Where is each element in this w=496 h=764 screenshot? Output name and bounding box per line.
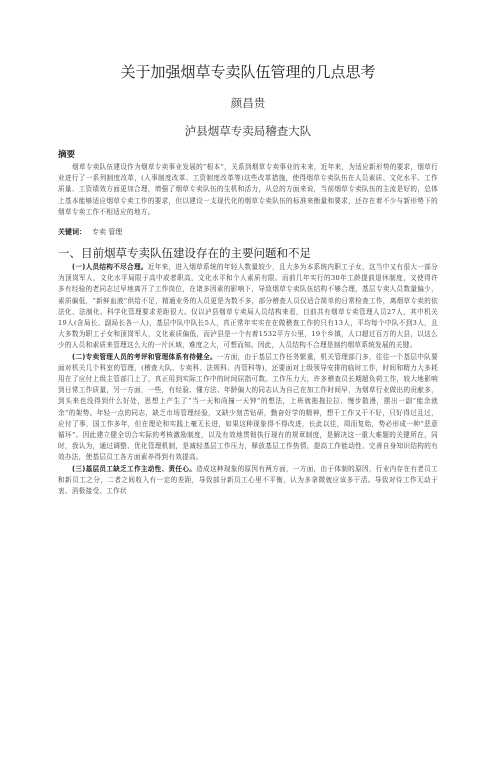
keywords-line <box>58 227 438 238</box>
author-affiliation: 泸县烟草专卖局稽查大队 <box>184 124 312 138</box>
document-page <box>0 62 496 764</box>
section-heading: 一、目前烟草专卖队伍建设存在的主要问题和不足 <box>58 246 311 261</box>
author-name: 颜昌贵 <box>230 96 266 110</box>
abstract-text: 烟草专卖队伍建设作为烟草专卖事业发展的“根本”，关系到烟草专卖事业的未来，近年来，为适应新形势的要求，烟草行业进行了一系列制度改革，(人事制度改革、工资制度改革等)这些改革措施，使得烟草专卖队伍在人员素质、文化水平、工作质量、工资绩效方面更加合理，增强了烟草专卖队伍的生机和活力，从总的方面来说，当前烟草专卖队伍的主流是好的，总体上基本能够适应烟草专卖工作的要求，但以建设一支现代化的烟草专卖队伍的标准来衡量和要求，还存在着不少与新形势下的烟草专卖工作不相适应的地方。 <box>58 163 438 216</box>
paragraph-3 <box>58 464 438 498</box>
keywords-label: 关键词： <box>58 228 86 237</box>
paragraph-2 <box>58 352 438 464</box>
paragraph-2-text: 一方面，由于基层工作任务繁重，机关管理部门多，往往一个基层中队要面对机关几个科室的管理，(稽查大队、专卖科、法规科、内管科等)，还要面对上级领导安排的临时工作，时间和精力大多耗用在了应付上级主管部门上了，真正用到实际工作中的时间屈指可数。工作压力大，许多稽查员长期超负荷工作，较大地影响到日常工作质量，另一方面，一些，有经验、懂方法、年龄偏大的同志认为自己在加工作时间早，为烟草行业做出的贡献多，到头来也没得到什么好处，思想上产生了“当一天和尚撞一天钟”的想法，上班就拖拖拉拉、慢步散漫，摆出一副“能余就余”的架势。年轻一点的同志，缺乏市场管理经验，又缺少刻苦钻研，勤奋好学的精神，想干工作又干不好，只好得过且过，应付了事，国工作多年，但在理论和实践上毫无长进，如果这种现象得不得改进，长此以往，周而复始，势必形成一种“恶意循环”。因此建立健全切合实际的考核激励制度，以及有效地贯彻执行现有的规章制度，是解决这一重大难题的关键所在，同时，我认为，通过调整、优化管理机制，是减轻基层工作压力，释放基层工作热情，提高工作能动性、完善自身知识结构的有效办法，使基层员工各方面素养得到有效提高。 <box>58 352 438 462</box>
keywords-value: 专卖 管理 <box>92 228 123 237</box>
paragraph-1-title: (一)人员结构不尽合理。 <box>72 263 148 272</box>
abstract-heading: 摘要 <box>58 150 76 160</box>
paragraph-3-title: (三)基层员工缺乏工作主动性、责任心。 <box>72 464 197 473</box>
paragraph-1-text: 近年来，进入烟草系统的年轻人数量较少，且大多为本系统内职工子女，这当中又有很大一部分为顶岗军人，文化水平局限于高中或者职高，文化水平和个人素质有限。而前几年实行的30年工龄提前退休制度，又使得许多有经验的老同志过早地离开了工作岗位，在诸多因素的影响下，导致烟草专卖队伍结构不够合理，基层专卖人员数量偏少，素质偏低，“新鲜血液”供给不足，精通业务的人员更是为数不多，部分稽查人员仅适合简单的日常检查工作，离烟草专卖的依法化、法制化、科学化管理要求差距很大。仅以泸县烟草专卖局人员结构来看，目前共有烟草专卖管理人员27人，其中机关19人(含局长、副局长各一人)，基层中队中队长5人，真正常年实实在在做稽查工作的只有13人，平均每个中队不到3人，且大多数为职工子女和顶岗军人，文化素质偏低，而泸县是一个有着1532平方公里，19个乡镇，人口超过百万的大县，以这么少的人员和素质来管理这么大的一片区域，难度之大，可想而知。因此，人员结构不合理是制约烟草系统发展的关键。 <box>58 263 438 350</box>
paragraph-2-title: (二)专卖管理人员的考评和管理体系有待健全。 <box>72 352 217 361</box>
article-title: 关于加强烟草专卖队伍管理的几点思考 <box>120 63 376 81</box>
paragraph-3-text: 造成这种现象的原因有两方面，一方面，由于体制的原因，行业内存在有老员工和新员工之分，二者之间收入有一定的差距，导致部分新员工心里不平衡，认为多拿微就应该多干活。导致对待工作无动于衷、消极接受、工作状 <box>58 464 438 496</box>
paragraph-1 <box>58 262 438 352</box>
